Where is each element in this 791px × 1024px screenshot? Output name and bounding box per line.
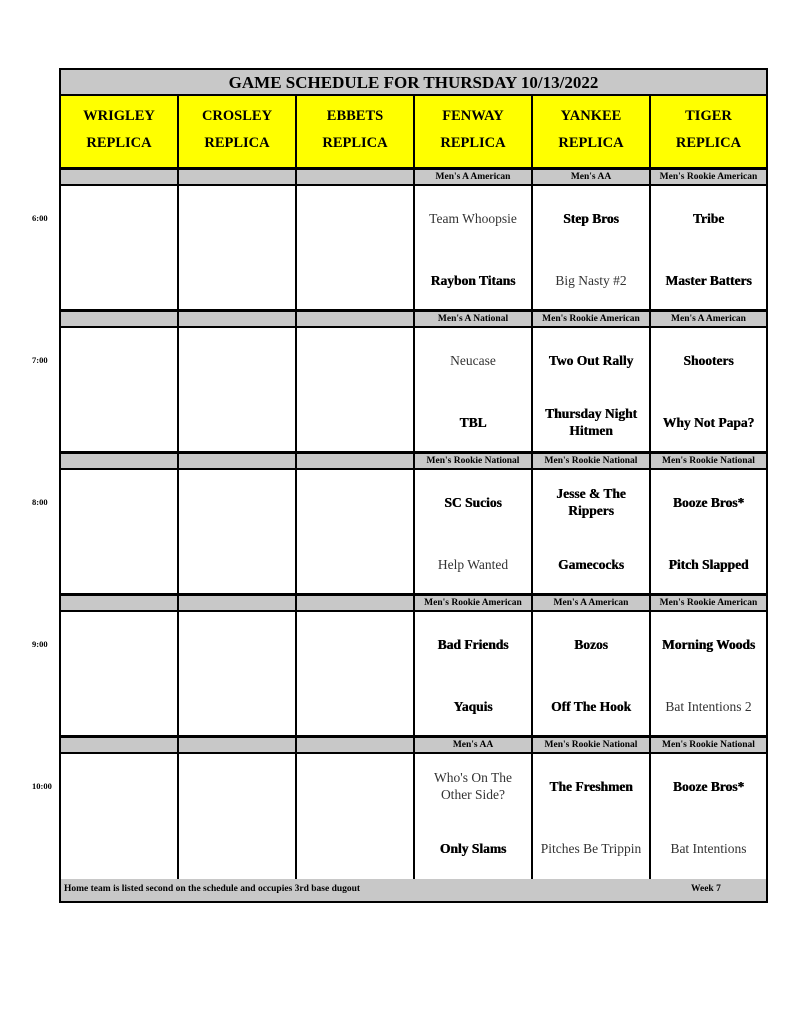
away-team: Step Bros	[563, 210, 619, 226]
time-label: 10:00	[32, 781, 52, 791]
division-bar-empty	[179, 311, 297, 328]
division-bar-empty	[61, 169, 179, 186]
field-sub: REPLICA	[204, 135, 270, 151]
division-bar-empty	[297, 169, 415, 186]
home-team: Why Not Papa?	[662, 414, 755, 430]
division-label: Men's Rookie American	[651, 169, 766, 186]
empty-game-cell	[297, 186, 415, 311]
game-cell	[415, 470, 533, 595]
empty-game-cell	[297, 328, 415, 453]
game-cell	[415, 754, 533, 879]
field-name: CROSLEY	[201, 108, 273, 124]
time-label: 8:00	[32, 497, 48, 507]
empty-game-cell	[179, 186, 297, 311]
away-team: Morning Woods	[661, 636, 756, 652]
division-bar-empty	[179, 169, 297, 186]
away-team: Who's On The Other Side?	[434, 770, 512, 802]
empty-game-cell	[179, 328, 297, 453]
time-label: 7:00	[32, 355, 48, 365]
away-team: The Freshmen	[549, 778, 633, 794]
game-cell	[533, 754, 651, 879]
away-team: SC Sucios	[444, 494, 502, 510]
away-team: Jesse & The Rippers	[556, 486, 626, 518]
empty-game-cell	[297, 470, 415, 595]
schedule-footer	[61, 877, 766, 901]
field-sub: REPLICA	[322, 135, 388, 151]
schedule-title: GAME SCHEDULE FOR THURSDAY 10/13/2022	[61, 70, 766, 96]
field-header-ebbets	[297, 96, 415, 169]
field-header-wrigley	[61, 96, 179, 169]
away-team: Tribe	[692, 210, 725, 226]
home-team: Help Wanted	[437, 556, 509, 572]
game-cell	[533, 186, 651, 311]
game-cell	[415, 612, 533, 737]
division-bar-empty	[297, 737, 415, 754]
empty-game-cell	[61, 186, 179, 311]
division-bar-empty	[179, 453, 297, 470]
field-header-crosley	[179, 96, 297, 169]
empty-game-cell	[61, 612, 179, 737]
home-team: Big Nasty #2	[555, 272, 627, 288]
time-label: 6:00	[32, 213, 48, 223]
away-team: Two Out Rally	[548, 352, 634, 368]
game-cell	[533, 612, 651, 737]
field-header-yankee	[533, 96, 651, 169]
division-bar-empty	[297, 595, 415, 612]
field-name: TIGER	[685, 108, 732, 124]
game-cell	[651, 754, 766, 879]
away-team: Booze Bros*	[672, 778, 745, 794]
home-team: Thursday Night Hitmen	[545, 406, 637, 438]
away-team: Bozos	[574, 636, 608, 652]
home-team: Raybon Titans	[430, 272, 516, 288]
empty-game-cell	[179, 470, 297, 595]
division-label: Men's A National	[415, 311, 533, 328]
division-label: Men's Rookie National	[651, 453, 766, 470]
division-label: Men's A American	[533, 595, 651, 612]
game-cell	[415, 186, 533, 311]
field-sub: REPLICA	[440, 135, 506, 151]
week-label: Week 7	[691, 884, 721, 894]
home-team: Off The Hook	[550, 698, 631, 714]
home-team: Gamecocks	[558, 556, 624, 572]
away-team: Booze Bros*	[672, 494, 745, 510]
division-label: Men's A American	[415, 169, 533, 186]
empty-game-cell	[297, 754, 415, 879]
empty-game-cell	[61, 470, 179, 595]
division-label: Men's Rookie American	[415, 595, 533, 612]
time-label: 9:00	[32, 639, 48, 649]
game-cell	[415, 328, 533, 453]
game-cell	[651, 328, 766, 453]
division-bar-empty	[297, 453, 415, 470]
game-cell	[651, 612, 766, 737]
division-label: Men's Rookie National	[415, 453, 533, 470]
division-label: Men's AA	[415, 737, 533, 754]
away-team: Shooters	[683, 352, 734, 368]
field-sub: REPLICA	[86, 135, 152, 151]
game-cell	[533, 328, 651, 453]
division-label: Men's Rookie National	[533, 737, 651, 754]
division-bar-empty	[297, 311, 415, 328]
division-bar-empty	[61, 311, 179, 328]
division-bar-empty	[179, 737, 297, 754]
home-team: Pitches Be Trippin	[540, 840, 642, 856]
schedule-table	[59, 68, 768, 903]
home-team: TBL	[459, 414, 487, 430]
field-header-tiger	[651, 96, 766, 169]
empty-game-cell	[297, 612, 415, 737]
away-team: Neucase	[450, 352, 496, 368]
division-label: Men's Rookie American	[651, 595, 766, 612]
division-bar-empty	[61, 453, 179, 470]
home-team: Bat Intentions 2	[665, 698, 752, 714]
home-team: Only Slams	[439, 840, 507, 856]
division-bar-empty	[61, 737, 179, 754]
division-bar-empty	[179, 595, 297, 612]
game-cell	[533, 470, 651, 595]
game-cell	[651, 470, 766, 595]
home-team: Bat Intentions	[670, 840, 747, 856]
division-label: Men's A American	[651, 311, 766, 328]
division-bar-empty	[61, 595, 179, 612]
home-team: Pitch Slapped	[668, 556, 749, 572]
home-team: Master Batters	[665, 272, 752, 288]
division-label: Men's AA	[533, 169, 651, 186]
away-team: Team Whoopsie	[429, 210, 517, 226]
field-name: EBBETS	[326, 108, 384, 124]
empty-game-cell	[179, 612, 297, 737]
division-label: Men's Rookie American	[533, 311, 651, 328]
empty-game-cell	[61, 328, 179, 453]
home-team: Yaquis	[453, 698, 493, 714]
game-cell	[651, 186, 766, 311]
division-label: Men's Rookie National	[533, 453, 651, 470]
empty-game-cell	[61, 754, 179, 879]
away-team: Bad Friends	[437, 636, 509, 652]
division-label: Men's Rookie National	[651, 737, 766, 754]
field-sub: REPLICA	[558, 135, 624, 151]
field-name: WRIGLEY	[83, 108, 155, 124]
field-name: YANKEE	[560, 108, 622, 124]
empty-game-cell	[179, 754, 297, 879]
field-name: FENWAY	[442, 108, 504, 124]
field-header-fenway	[415, 96, 533, 169]
field-sub: REPLICA	[675, 135, 742, 151]
home-team-note: Home team is listed second on the schedule and occupies 3rd base dugout	[64, 884, 361, 894]
